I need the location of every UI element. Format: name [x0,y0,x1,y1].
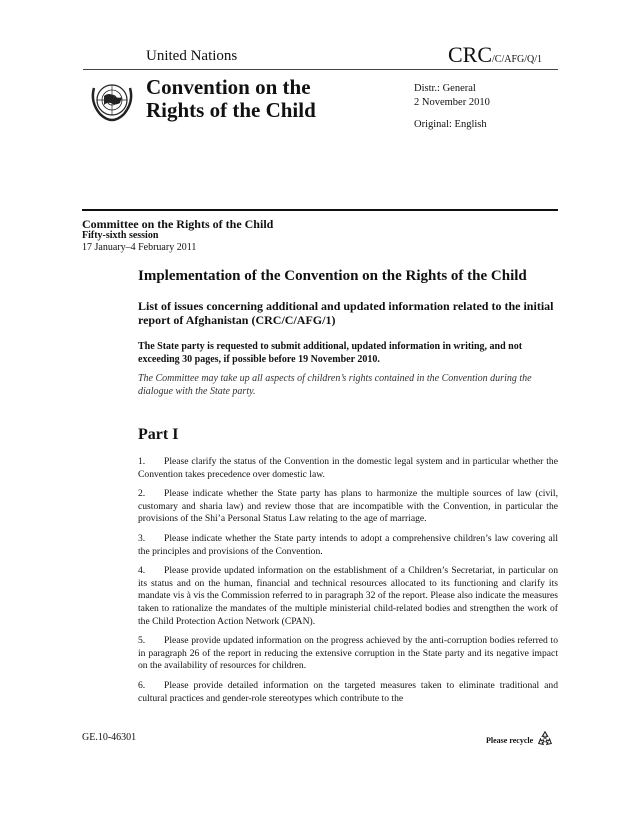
paragraph-number: 3. [138,532,146,544]
paragraph-text: Please provide updated information on the establishment of a Children’s Secretariat, in particular on its status and on the human, financial and technical resources allocated to its functioning and clarify its mandate vis à vis the Commission referred to in paragraph 32 of the report. Please also indicate the measures taken to rationalize the mandates of the multiple ministerial child-related bodies and strengthen the work of the Child Protection Action Network (CPAN). [138,565,558,627]
committee-name: Committee on the Rights of the Child [82,217,274,231]
header-rule [83,69,558,70]
paragraph-number: 6. [138,679,146,691]
paragraph-text: Please clarify the status of the Convention in the domestic legal system and in particular whether the Convention takes precedence over domestic law. [138,456,558,480]
original-language: Original: English [414,119,487,130]
un-emblem-icon [86,76,138,128]
paragraph [138,680,558,705]
symbol-main: CRC [448,42,493,67]
paragraph-text: Please indicate whether the State party has plans to harmonize the multiple sources of law (civil, customary and sharia law) and review those that are incompatible with the Convention, in particular the provisions of the Shi’a Personal Status Law relating to the age of marriage. [138,488,558,525]
section-rule [82,209,558,211]
document-code: GE.10-46301 [82,732,137,743]
document-symbol [448,42,542,68]
paragraph-text: Please indicate whether the State party intends to adopt a comprehensive children’s law covering all the principles and provisions of the Convention. [138,532,558,557]
paragraph [138,488,558,526]
paragraph-number: 2. [138,488,146,500]
session-name: Fifty-sixth session [82,230,159,241]
title-line-1: Convention on the [146,75,311,99]
part-title: Part I [138,426,179,443]
recycle-notice [486,730,554,750]
paragraph [138,533,558,558]
paragraph [138,565,558,628]
symbol-sub: /C/AFG/Q/1 [492,54,543,65]
organization-name: United Nations [146,48,238,64]
recycle-label: Please recycle [486,735,534,745]
paragraph-text: Please provide updated information on the progress achieved by the anti-corruption bodies referred to in paragraph 26 of the report in reducing the extensive corruption in the State party and its negative impact on the availability of resources for children. [138,635,558,672]
paragraph-number: 5. [138,635,146,647]
document-title [146,76,316,122]
issue-date: 2 November 2010 [414,97,490,108]
committee-info [82,218,273,254]
paragraph-number: 4. [138,565,146,577]
title-line-2: Rights of the Child [146,98,316,122]
distribution-info [414,82,490,132]
paragraph-text: Please provide detailed information on the targeted measures taken to eliminate traditional and cultural practices and gender-role stereotypes which contribute to the [138,679,558,704]
document-body [138,268,558,712]
paragraph [138,635,558,673]
sub-heading: List of issues concerning additional and updated information related to the initial report of Afghanistan (CRC/C/AFG/1) [138,299,554,327]
paragraph [138,456,558,481]
paragraph-number: 1. [138,456,146,467]
session-dates: 17 January–4 February 2011 [82,242,197,253]
main-heading: Implementation of the Convention on the Rights of the Child [138,268,527,284]
recycle-icon [536,730,554,750]
submission-note: The State party is requested to submit additional, updated information in writing, and not exceeding 30 pages, if possible before 19 November 2010. [138,341,523,365]
distribution: Distr.: General [414,83,476,94]
committee-note: The Committee may take up all aspects of children’s rights contained in the Convention during the dialogue with the State party. [138,373,532,397]
